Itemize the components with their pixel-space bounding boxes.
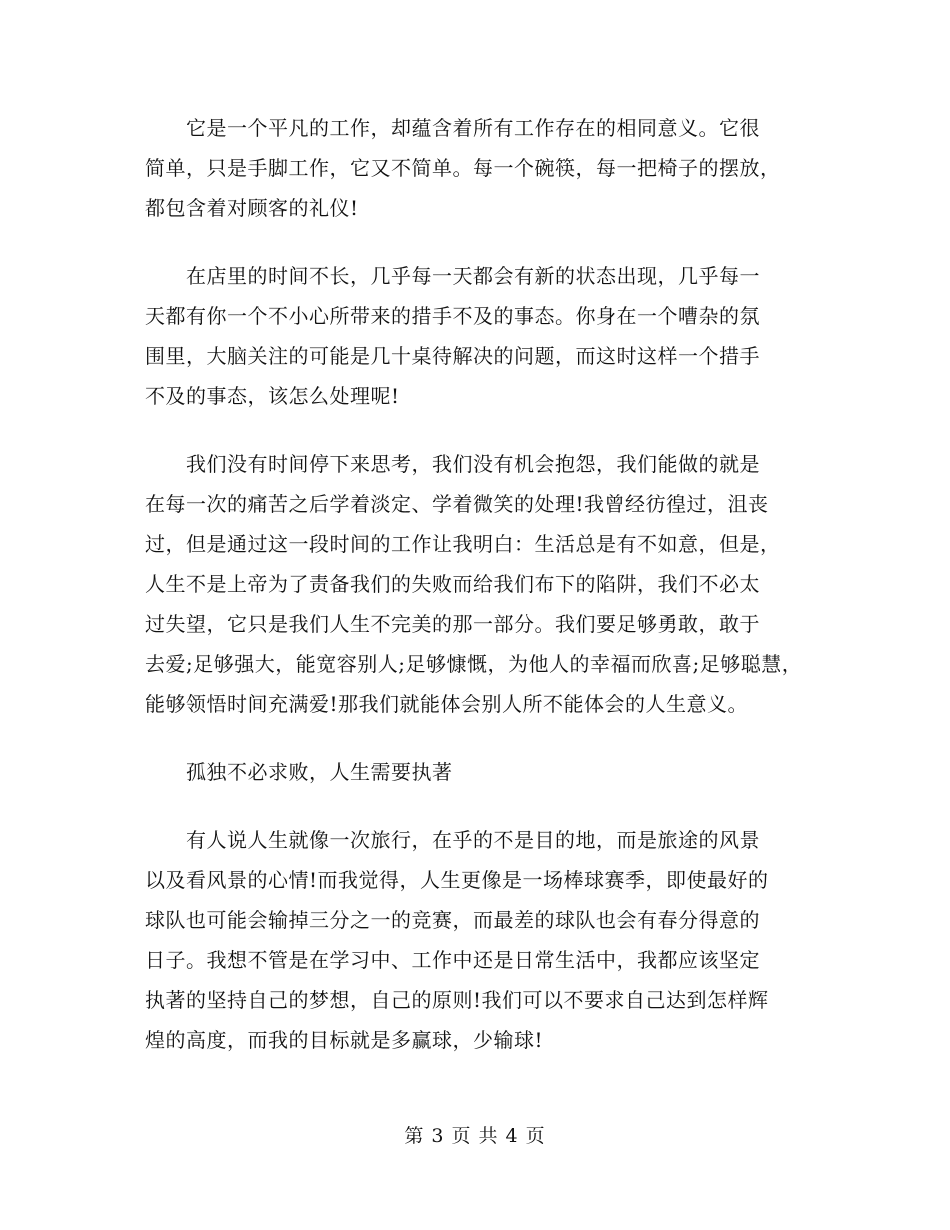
paragraph-1-line-3: 都包含着对顾客的礼仪!	[145, 196, 359, 220]
paragraph-5-line-6: 煌的高度，而我的目标就是多赢球，少输球!	[145, 1028, 544, 1052]
paragraph-5-line-3: 球队也可能会输掉三分之一的竞赛，而最差的球队也会有春分得意的	[145, 908, 760, 932]
paragraph-2-line-1: 在店里的时间不长，几乎每一天都会有新的状态出现，几乎每一	[186, 264, 760, 288]
paragraph-2-line-3: 围里，大脑关注的可能是几十桌待解决的问题，而这时这样一个措手	[145, 344, 760, 368]
paragraph-3-line-7: 能够领悟时间充满爱!那我们就能体会别人所不能体会的人生意义。	[145, 692, 749, 716]
paragraph-5-line-5: 执著的坚持自己的梦想，自己的原则!我们可以不要求自己达到怎样辉	[145, 988, 769, 1012]
paragraph-3-line-6: 去爱;足够强大，能宽容别人;足够慷慨，为他人的幸福而欣喜;足够聪慧，	[145, 652, 803, 676]
paragraph-5-line-2: 以及看风景的心情!而我觉得，人生更像是一场棒球赛季，即使最好的	[145, 868, 769, 892]
paragraph-3-line-3: 过，但是通过这一段时间的工作让我明白：生活总是有不如意，但是，	[145, 532, 781, 556]
paragraph-2-line-4: 不及的事态，该怎么处理呢!	[145, 384, 400, 408]
paragraph-3-line-5: 过失望，它只是我们人生不完美的那一部分。我们要足够勇敢，敢于	[145, 612, 760, 636]
paragraph-1-line-2: 简单，只是手脚工作，它又不简单。每一个碗筷，每一把椅子的摆放，	[145, 156, 781, 180]
paragraph-1-line-1: 它是一个平凡的工作，却蕴含着所有工作存在的相同意义。它很	[186, 116, 760, 140]
paragraph-5-line-1: 有人说人生就像一次旅行，在乎的不是目的地，而是旅途的风景	[186, 828, 760, 852]
paragraph-3-line-1: 我们没有时间停下来思考，我们没有机会抱怨，我们能做的就是	[186, 452, 760, 476]
page-number-footer: 第 3 页 共 4 页	[404, 1125, 546, 1147]
section-heading: 孤独不必求败，人生需要执著	[186, 760, 453, 784]
paragraph-2-line-2: 天都有你一个不小心所带来的措手不及的事态。你身在一个嘈杂的氛	[145, 304, 760, 328]
paragraph-5-line-4: 日子。我想不管是在学习中、工作中还是日常生活中，我都应该坚定	[145, 948, 760, 972]
paragraph-3-line-4: 人生不是上帝为了责备我们的失败而给我们布下的陷阱，我们不必太	[145, 572, 760, 596]
paragraph-3-line-2: 在每一次的痛苦之后学着淡定、学着微笑的处理!我曾经彷徨过，沮丧	[145, 492, 769, 516]
